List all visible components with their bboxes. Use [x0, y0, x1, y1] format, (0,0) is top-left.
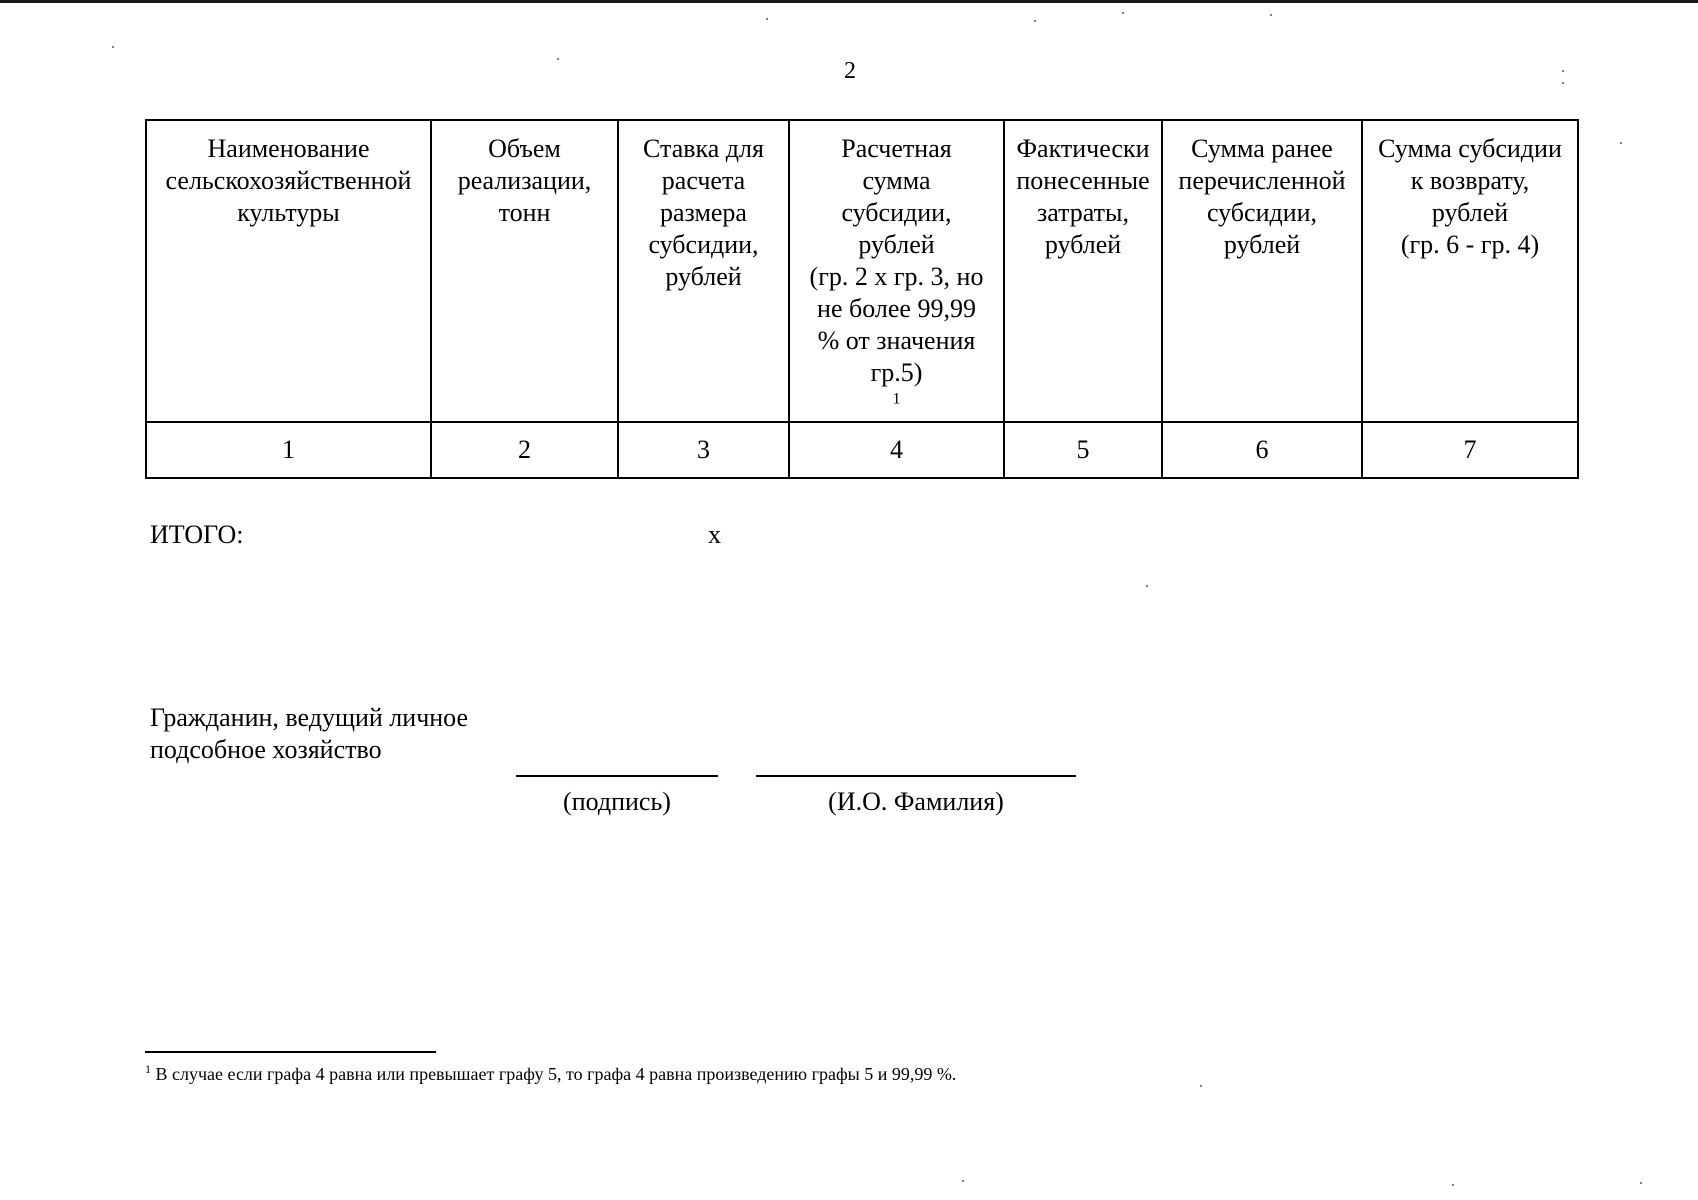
- scan-speck: [1034, 20, 1036, 22]
- table-column-number-row: [146, 422, 1578, 478]
- scan-speck: [1640, 1182, 1642, 1184]
- footnote-reference: 1: [892, 390, 901, 408]
- page-number: 2: [844, 58, 856, 84]
- scan-speck: [1122, 12, 1124, 14]
- total-label: ИТОГО:: [150, 520, 244, 549]
- scan-speck: [1200, 1085, 1202, 1087]
- scan-top-edge: [0, 0, 1698, 3]
- scan-speck: [962, 1180, 964, 1182]
- header-cell-actual-costs: Фактически понесенные затраты, рублей: [1004, 120, 1162, 422]
- column-number: 6: [1162, 422, 1362, 478]
- column-number: 2: [431, 422, 618, 478]
- header-cell-refund-sum: Сумма субсидии к возврату, рублей (гр. 6 - гр. 4): [1362, 120, 1578, 422]
- column-number: 4: [789, 422, 1004, 478]
- column-number: 1: [146, 422, 431, 478]
- scan-speck: [1270, 14, 1272, 16]
- header-cell-previous-subsidy: Сумма ранее перечисленной субсидии, рублей: [1162, 120, 1362, 422]
- column-number: 5: [1004, 422, 1162, 478]
- scan-speck: [1620, 142, 1622, 144]
- header-cell-crop-name: Наименование сельскохозяйственной культуры: [146, 120, 431, 422]
- table-header-row: [146, 120, 1578, 422]
- subsidy-table-wrapper: [145, 119, 1577, 479]
- scan-speck: [766, 18, 768, 20]
- column-number: 7: [1362, 422, 1578, 478]
- scan-speck: [1562, 82, 1564, 84]
- scan-speck: [1452, 1184, 1454, 1186]
- footnote-divider: [145, 1051, 436, 1053]
- name-line: [756, 775, 1076, 777]
- column-number: 3: [618, 422, 789, 478]
- total-rate-mark: х: [708, 520, 721, 549]
- footnote-marker: 1: [145, 1062, 151, 1076]
- footnote: [145, 1064, 956, 1085]
- scan-speck: [112, 46, 114, 48]
- scan-speck: [557, 58, 559, 60]
- name-caption: (И.О. Фамилия): [828, 787, 1004, 816]
- signature-caption: (подпись): [563, 787, 671, 816]
- header-cell-calculated-sum: Расчетная сумма субсидии, рублей (гр. 2 х гр. 3, но не более 99,99 % от значения гр.5) $^1$: [789, 120, 1004, 422]
- scan-speck: [1562, 70, 1564, 72]
- subsidy-table: [145, 119, 1579, 479]
- signature-line: [516, 775, 718, 777]
- scan-speck: [1146, 585, 1148, 587]
- footnote-text: В случае если графа 4 равна или превышает графу 5, то графа 4 равна произведению графы 5 и 99,99 %.: [151, 1064, 957, 1084]
- signer-label: Гражданин, ведущий личное подсобное хозяйство: [150, 703, 469, 764]
- header-cell-sales-volume: Объем реализации, тонн: [431, 120, 618, 422]
- header-cell-rate: Ставка для расчета размера субсидии, рублей: [618, 120, 789, 422]
